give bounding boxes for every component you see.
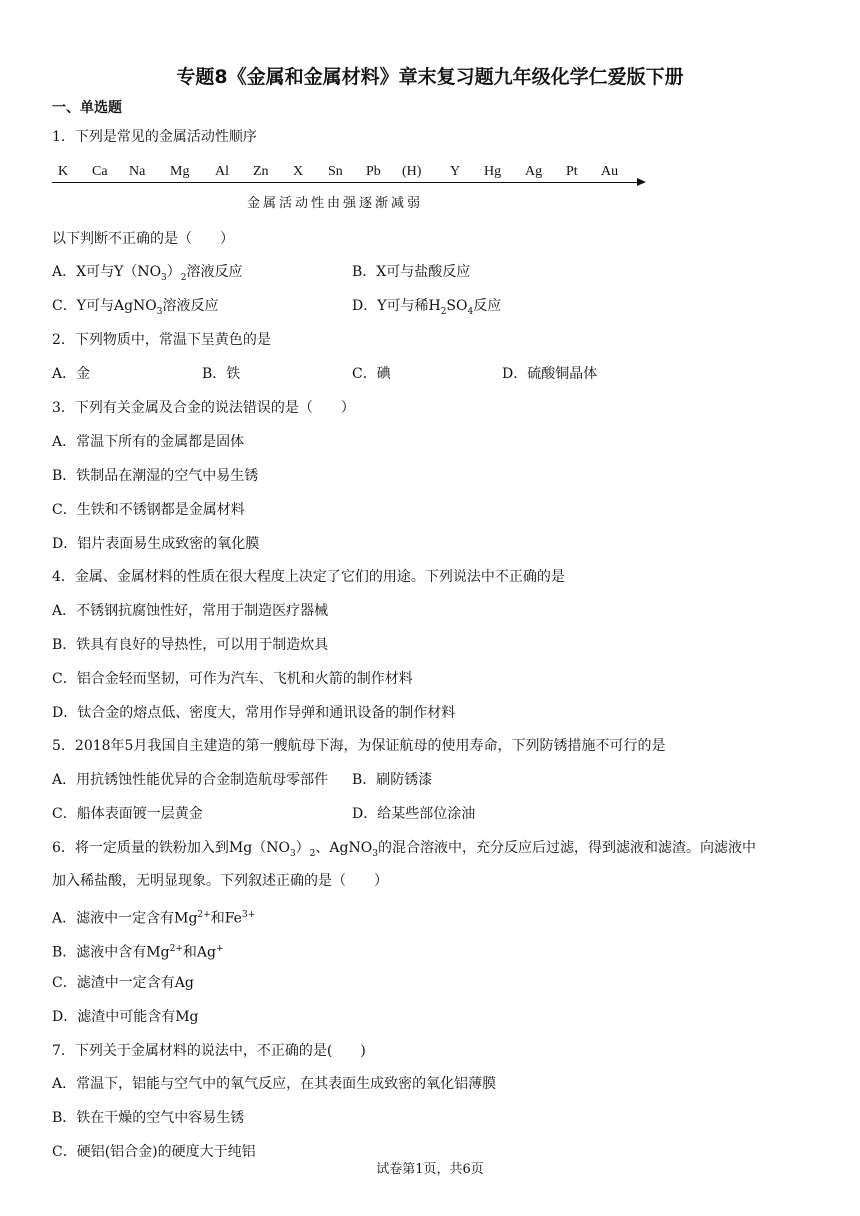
series-element: Zn bbox=[253, 164, 269, 179]
q6-option-b[interactable]: B．滤液中含有$Mg^{2+}$和Ag+ bbox=[52, 944, 224, 961]
q5-option-b[interactable]: B．刷防锈漆 bbox=[352, 772, 433, 788]
series-element: Pt bbox=[566, 164, 578, 179]
q3-option-b[interactable]: B．铁制品在潮湿的空气中易生锈 bbox=[52, 468, 259, 484]
q4-option-a[interactable]: A．不锈钢抗腐蚀性好，常用于制造医疗器械 bbox=[52, 603, 329, 619]
activity-arrow bbox=[52, 182, 642, 183]
q7-option-b[interactable]: B．铁在干燥的空气中容易生锈 bbox=[52, 1110, 245, 1126]
q1-option-c[interactable]: C．Y可与AgNO$_3$溶液反应 bbox=[52, 298, 219, 317]
q1-option-d[interactable]: D．Y可与稀$H_2SO_4$反应 bbox=[352, 298, 502, 317]
q3-option-d[interactable]: D．铝片表面易生成致密的氧化膜 bbox=[52, 536, 260, 552]
page-title: 专题8《金属和金属材料》章末复习题九年级化学仁爱版下册 bbox=[176, 66, 684, 88]
q1-option-b[interactable]: B．X可与盐酸反应 bbox=[352, 264, 471, 280]
activity-caption: 金属活动性由强逐渐减弱 bbox=[247, 196, 424, 211]
q7-stem: 7．下列关于金属材料的说法中，不正确的是( ) bbox=[52, 1043, 366, 1059]
q4-option-d[interactable]: D．钛合金的熔点低、密度大，常用作导弹和通讯设备的制作材料 bbox=[52, 705, 456, 721]
q5-option-c[interactable]: C．船体表面镀一层黄金 bbox=[52, 806, 203, 822]
page-footer: 试卷第1页，共6页 bbox=[376, 1162, 484, 1177]
q2-option-c[interactable]: C．碘 bbox=[352, 366, 391, 382]
q1-stem: 1．下列是常见的金属活动性顺序 bbox=[52, 129, 257, 145]
q2-option-d[interactable]: D．硫酸铜晶体 bbox=[502, 366, 598, 382]
q3-option-c[interactable]: C．生铁和不锈钢都是金属材料 bbox=[52, 502, 245, 518]
series-element: Na bbox=[129, 164, 146, 179]
q1-question: 以下判断不正确的是（ ） bbox=[52, 231, 234, 247]
q6-stem-line1: 6．将一定质量的铁粉加入到$Mg(NO_3)_2$、AgNO$_3$的混合溶液中，充分反应后过滤，得到滤液和滤渣。向滤液中 bbox=[52, 840, 756, 859]
series-element: Al bbox=[215, 164, 229, 179]
series-element: K bbox=[58, 164, 69, 179]
q3-option-a[interactable]: A．常温下所有的金属都是固体 bbox=[52, 434, 245, 450]
series-element: Y bbox=[450, 164, 461, 179]
section-heading: 一、单选题 bbox=[52, 100, 122, 116]
series-element: Hg bbox=[484, 164, 502, 179]
q6-option-c[interactable]: C．滤渣中一定含有Ag bbox=[52, 975, 194, 991]
series-element: (H) bbox=[402, 164, 422, 179]
series-element: Ag bbox=[525, 164, 543, 179]
q2-option-b[interactable]: B．铁 bbox=[202, 366, 241, 382]
q5-stem: 5．2018年5月我国自主建造的第一艘航母下海，为保证航母的使用寿命，下列防锈措施不可行的是 bbox=[52, 738, 666, 754]
q7-option-a[interactable]: A．常温下，铝能与空气中的氧气反应，在其表面生成致密的氧化铝薄膜 bbox=[52, 1076, 497, 1092]
q7-option-c[interactable]: C．硬铝(铝合金)的硬度大于纯铝 bbox=[52, 1144, 256, 1160]
q5-option-d[interactable]: D．给某些部位涂油 bbox=[352, 806, 476, 822]
q1-option-a[interactable]: A．X可与$Y(NO_3)_2$溶液反应 bbox=[52, 264, 243, 283]
q4-stem: 4．金属、金属材料的性质在很大程度上决定了它们的用途。下列说法中不正确的是 bbox=[52, 569, 565, 585]
q2-stem: 2．下列物质中，常温下呈黄色的是 bbox=[52, 332, 271, 348]
q5-option-a[interactable]: A．用抗锈蚀性能优异的合金制造航母零部件 bbox=[52, 772, 329, 788]
arrow-head-icon bbox=[637, 178, 646, 186]
q6-option-d[interactable]: D．滤渣中可能含有Mg bbox=[52, 1009, 199, 1025]
series-element: Ca bbox=[92, 164, 108, 179]
series-element: Mg bbox=[170, 164, 190, 179]
series-element: Pb bbox=[366, 164, 381, 179]
q4-option-c[interactable]: C．铝合金轻而坚韧，可作为汽车、飞机和火箭的制作材料 bbox=[52, 671, 413, 687]
q6-option-a[interactable]: A．滤液中一定含有$Mg^{2+}$和$Fe^{3+}$ bbox=[52, 910, 256, 927]
series-element: Sn bbox=[328, 164, 343, 179]
series-element: Au bbox=[601, 164, 619, 179]
activity-series-diagram bbox=[52, 160, 652, 220]
q4-option-b[interactable]: B．铁具有良好的导热性，可以用于制造炊具 bbox=[52, 637, 329, 653]
q6-stem-line2: 加入稀盐酸，无明显现象。下列叙述正确的是（ ） bbox=[52, 873, 388, 889]
q3-stem: 3．下列有关金属及合金的说法错误的是（ ） bbox=[52, 400, 355, 416]
q2-option-a[interactable]: A．金 bbox=[52, 366, 91, 382]
series-element: X bbox=[293, 164, 304, 179]
